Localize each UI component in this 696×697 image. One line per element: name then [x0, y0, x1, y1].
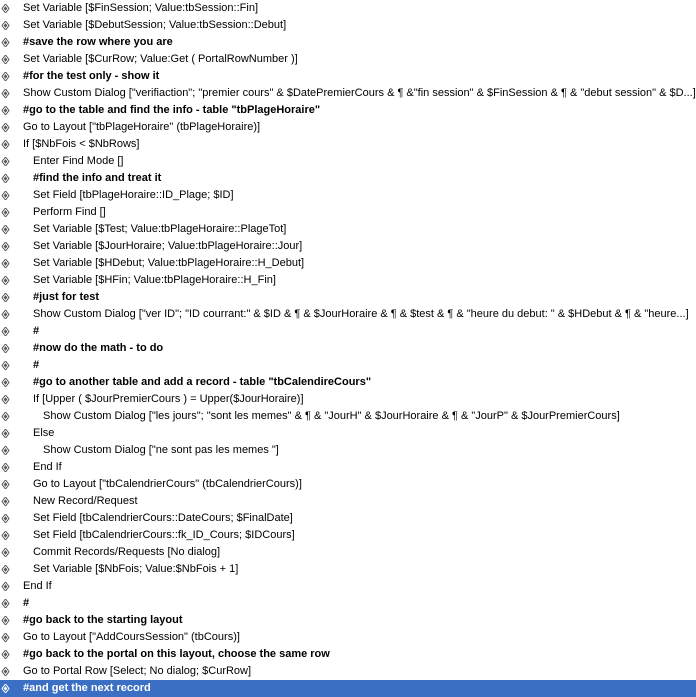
drag-handle-icon[interactable] — [1, 446, 10, 455]
drag-handle-icon[interactable] — [1, 565, 10, 574]
drag-handle-icon[interactable] — [1, 531, 10, 540]
script-step-text: Set Variable [$HDebut; Value:tbPlageHoraire::H_Debut] — [33, 257, 305, 269]
script-step[interactable] — [0, 612, 696, 629]
script-step-text: Set Variable [$JourHoraire; Value:tbPlageHoraire::Jour] — [33, 240, 303, 252]
script-step-text: Set Variable [$DebutSession; Value:tbSession::Debut] — [23, 19, 287, 31]
drag-handle-icon[interactable] — [1, 412, 10, 421]
script-step-text: Set Variable [$Test; Value:tbPlageHoraire::PlageTot] — [33, 223, 287, 235]
script-step[interactable] — [0, 272, 696, 289]
script-step[interactable] — [0, 238, 696, 255]
script-step-text: Go to Portal Row [Select; No dialog; $CurRow] — [23, 665, 252, 677]
drag-handle-icon[interactable] — [1, 293, 10, 302]
script-comment: #save the row where you are — [23, 36, 173, 48]
script-comment: # — [33, 325, 40, 337]
script-step-text: Enter Find Mode [] — [33, 155, 124, 167]
script-step[interactable] — [0, 323, 696, 340]
script-step[interactable] — [0, 493, 696, 510]
drag-handle-icon[interactable] — [1, 667, 10, 676]
script-step-text: If [$NbFois < $NbRows] — [23, 138, 140, 150]
drag-handle-icon[interactable] — [1, 480, 10, 489]
drag-handle-icon[interactable] — [1, 616, 10, 625]
drag-handle-icon[interactable] — [1, 344, 10, 353]
script-comment: #find the info and treat it — [33, 172, 162, 184]
script-step-text: Perform Find [] — [33, 206, 106, 218]
drag-handle-icon[interactable] — [1, 378, 10, 387]
script-step-text: New Record/Request — [33, 495, 138, 507]
script-step-text: Set Variable [$FinSession; Value:tbSession::Fin] — [23, 2, 258, 14]
script-comment: #go to the table and find the info - table "tbPlageHoraire" — [23, 104, 321, 116]
drag-handle-icon[interactable] — [1, 514, 10, 523]
drag-handle-icon[interactable] — [1, 191, 10, 200]
drag-handle-icon[interactable] — [1, 55, 10, 64]
drag-handle-icon[interactable] — [1, 38, 10, 47]
script-step-text: Go to Layout ["tbPlageHoraire" (tbPlageHoraire)] — [23, 121, 261, 133]
script-step[interactable] — [0, 374, 696, 391]
script-step-text: If [Upper ( $JourPremierCours ) = Upper($JourHoraire)] — [33, 393, 304, 405]
script-step[interactable] — [0, 34, 696, 51]
drag-handle-icon[interactable] — [1, 582, 10, 591]
drag-handle-icon[interactable] — [1, 599, 10, 608]
drag-handle-icon[interactable] — [1, 327, 10, 336]
script-step-text: Show Custom Dialog ["ne sont pas les memes "] — [43, 444, 279, 456]
script-comment: #and get the next record — [23, 682, 151, 694]
drag-handle-icon[interactable] — [1, 208, 10, 217]
script-step-text: Set Field [tbCalendrierCours::DateCours; $FinalDate] — [33, 512, 293, 524]
script-step[interactable] — [0, 663, 696, 680]
script-comment: #for the test only - show it — [23, 70, 160, 82]
drag-handle-icon[interactable] — [1, 395, 10, 404]
script-step[interactable] — [0, 425, 696, 442]
script-step[interactable] — [0, 289, 696, 306]
drag-handle-icon[interactable] — [1, 361, 10, 370]
script-step[interactable] — [0, 442, 696, 459]
drag-handle-icon[interactable] — [1, 4, 10, 13]
script-step[interactable] — [0, 0, 696, 17]
script-step[interactable] — [0, 306, 696, 323]
script-step-text: Show Custom Dialog ["les jours"; "sont les memes" & ¶ & "JourH" & $JourHoraire & ¶ & "JourP" & $JourPremierCours] — [43, 410, 620, 422]
drag-handle-icon[interactable] — [1, 650, 10, 659]
script-comment: #go back to the portal on this layout, choose the same row — [23, 648, 330, 660]
script-step-text: End If — [33, 461, 62, 473]
script-step[interactable] — [0, 561, 696, 578]
script-step[interactable] — [0, 578, 696, 595]
script-step[interactable] — [0, 119, 696, 136]
script-step-text: End If — [23, 580, 52, 592]
script-comment: #go back to the starting layout — [23, 614, 183, 626]
script-step[interactable] — [0, 17, 696, 34]
script-step-text: Set Variable [$HFin; Value:tbPlageHoraire::H_Fin] — [33, 274, 276, 286]
script-step[interactable] — [0, 102, 696, 119]
script-step[interactable] — [0, 68, 696, 85]
script-step-text: Set Field [tbCalendrierCours::fk_ID_Cours; $IDCours] — [33, 529, 295, 541]
script-step[interactable] — [0, 595, 696, 612]
drag-handle-icon[interactable] — [1, 225, 10, 234]
script-step[interactable] — [0, 459, 696, 476]
script-step-text: Go to Layout ["tbCalendrierCours" (tbCalendrierCours)] — [33, 478, 302, 490]
script-step[interactable] — [0, 476, 696, 493]
script-step-text: Show Custom Dialog ["ver ID"; "ID courrant:" & $ID & ¶ & $JourHoraire & ¶ & $test & ¶ & "heure du debut: " & $HDebut & ¶ & "heure...] — [33, 308, 689, 320]
script-step[interactable] — [0, 391, 696, 408]
script-comment: #now do the math - to do — [33, 342, 164, 354]
drag-handle-icon[interactable] — [1, 310, 10, 319]
drag-handle-icon[interactable] — [1, 174, 10, 183]
script-step-text: Else — [33, 427, 55, 439]
script-step[interactable] — [0, 136, 696, 153]
script-comment: # — [33, 359, 40, 371]
drag-handle-icon[interactable] — [1, 259, 10, 268]
drag-handle-icon[interactable] — [1, 89, 10, 98]
script-step[interactable] — [0, 204, 696, 221]
drag-handle-icon[interactable] — [1, 157, 10, 166]
drag-handle-icon[interactable] — [1, 21, 10, 30]
script-step[interactable] — [0, 629, 696, 646]
script-step[interactable] — [0, 357, 696, 374]
script-step[interactable] — [0, 646, 696, 663]
script-step[interactable] — [0, 153, 696, 170]
script-step[interactable] — [0, 85, 696, 102]
drag-handle-icon[interactable] — [1, 140, 10, 149]
script-step-text: Set Variable [$NbFois; Value:$NbFois + 1] — [33, 563, 239, 575]
script-step[interactable] — [0, 408, 696, 425]
drag-handle-icon[interactable] — [1, 123, 10, 132]
script-step[interactable] — [0, 170, 696, 187]
script-comment: #go to another table and add a record - table "tbCalendireCours" — [33, 376, 372, 388]
script-step-text: Show Custom Dialog ["verifiaction"; "premier cours" & $DatePremierCours & ¶ &"fin session" & $FinSession & ¶ & "debut session" & $D...] — [23, 87, 696, 99]
script-step-text: Set Variable [$CurRow; Value:Get ( PortalRowNumber )] — [23, 53, 298, 65]
drag-handle-icon[interactable] — [1, 106, 10, 115]
drag-handle-icon[interactable] — [1, 276, 10, 285]
drag-handle-icon[interactable] — [1, 72, 10, 81]
script-step[interactable] — [0, 187, 696, 204]
drag-handle-icon[interactable] — [1, 463, 10, 472]
script-step[interactable] — [0, 255, 696, 272]
script-step[interactable] — [0, 544, 696, 561]
drag-handle-icon[interactable] — [1, 242, 10, 251]
script-step[interactable] — [0, 527, 696, 544]
script-step[interactable] — [0, 221, 696, 238]
script-step-text: Set Field [tbPlageHoraire::ID_Plage; $ID] — [33, 189, 234, 201]
script-step-text: Commit Records/Requests [No dialog] — [33, 546, 221, 558]
script-step[interactable] — [0, 510, 696, 527]
script-step[interactable] — [0, 51, 696, 68]
script-comment: # — [23, 597, 30, 609]
drag-handle-icon[interactable] — [1, 497, 10, 506]
drag-handle-icon[interactable] — [1, 548, 10, 557]
drag-handle-icon[interactable] — [1, 633, 10, 642]
script-step[interactable] — [0, 340, 696, 357]
drag-handle-icon[interactable] — [1, 429, 10, 438]
script-comment: #just for test — [33, 291, 100, 303]
script-step-text: Go to Layout ["AddCoursSession" (tbCours)] — [23, 631, 240, 643]
